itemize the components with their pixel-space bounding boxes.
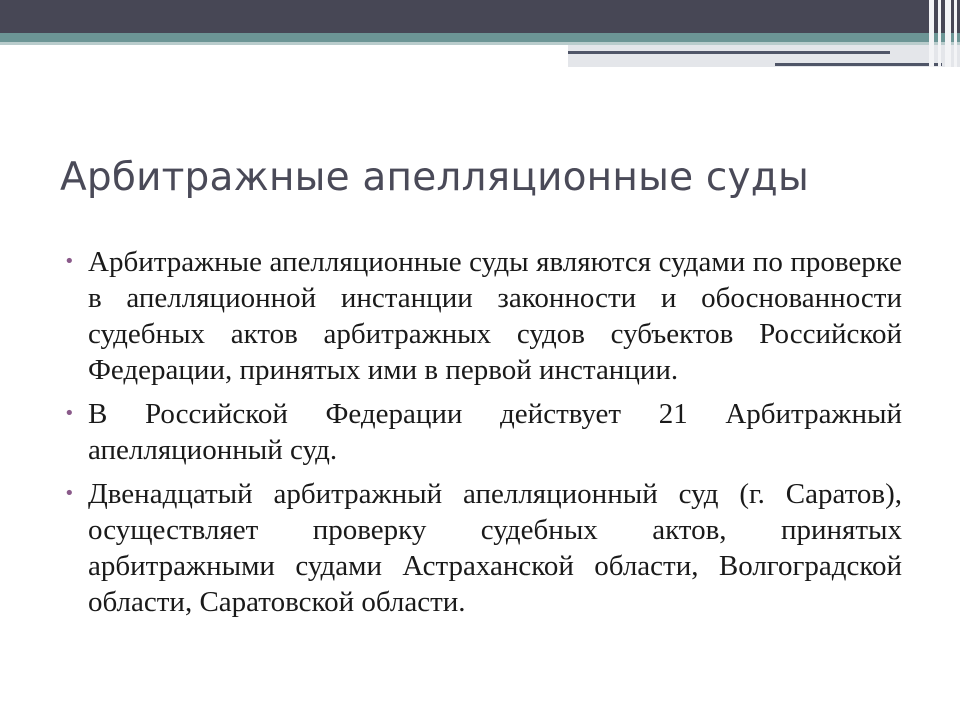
bullet-text: Двенадцатый арбитражный апелляционный суд (г. Саратов), осуществляет проверку судебных актов, принятых арбитражными судами Астраханской области, Волгоградской области, Саратовской области.	[88, 478, 902, 618]
bullet-text: В Российской Федерации действует 21 Арбитражный апелляционный суд.	[88, 398, 902, 466]
slide-title: Арбитражные апелляционные суды	[60, 155, 809, 200]
header-stripe	[929, 0, 934, 67]
bullet-marker: •	[64, 403, 75, 424]
bullet-text: Арбитражные апелляционные суды являются судами по проверке в апелляционной инстанции законности и обоснованности судебных актов арбитражных судов субъектов Российской Федерации, принятых ими в первой инстанции.	[88, 246, 902, 386]
header-stripe	[938, 0, 941, 67]
header-accent-line-short	[775, 63, 942, 66]
header-accent-line	[568, 51, 890, 54]
bullet-marker: •	[64, 483, 75, 504]
bullet-item	[64, 244, 902, 388]
header-stripe	[945, 0, 951, 67]
bullet-item	[64, 476, 902, 620]
bullet-item	[64, 396, 902, 468]
header-band-teal	[0, 33, 960, 42]
bullet-marker: •	[64, 251, 75, 272]
header-stripe	[954, 0, 957, 67]
header-band-dark	[0, 0, 960, 33]
bullet-list	[64, 244, 902, 628]
